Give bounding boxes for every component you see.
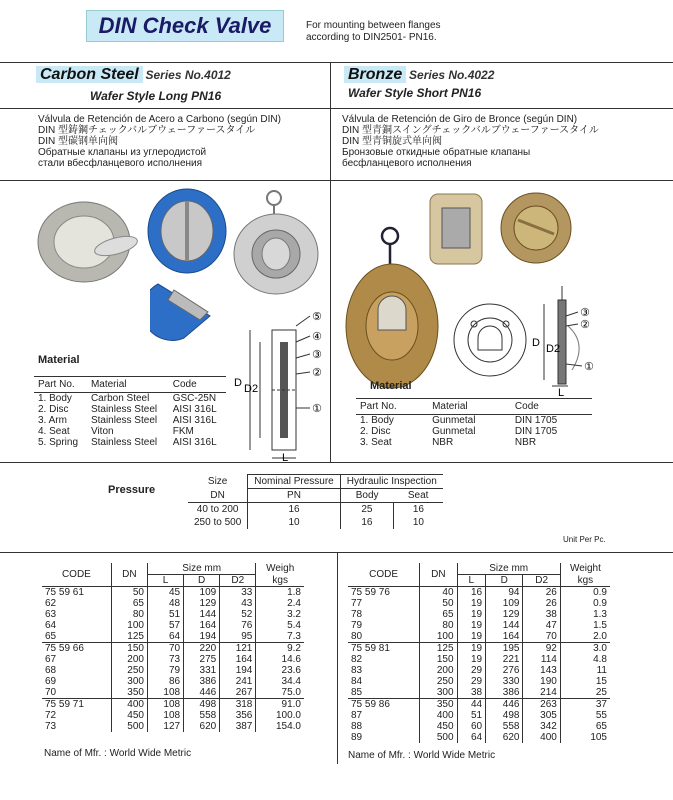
- svg-text:D: D: [532, 337, 540, 349]
- table-row: 75 59 61 50 45 109 33 1.8: [42, 587, 304, 599]
- left-material-label: Carbon Steel: [36, 66, 143, 83]
- valve-photo-steel: [232, 188, 322, 296]
- table-row: 89 500 64 620 400 105: [348, 732, 610, 743]
- divider: [0, 62, 673, 63]
- table-row: 75 59 66 150 70 220 121 9.2: [42, 643, 304, 655]
- table-row: 67 200 73 275 164 14.6: [42, 654, 304, 665]
- table-row: 70 350 108 446 267 75.0: [42, 687, 304, 699]
- left-material-table: Part No. Material Code 1. Body Carbon Steel GSC-25N 2. Disc Stainless Steel AISI 316L 3. Arm Stainless Steel AISI 316L 4. Seat Viton FKM 5. Spring Stainless Steel AISI 316L: [34, 376, 226, 448]
- mounting-note: For mounting between flanges according to DIN2501- PN16.: [306, 20, 441, 43]
- table-row: 73 500 127 620 387 154.0: [42, 721, 304, 732]
- valve-photo-open: [34, 190, 142, 290]
- pressure-label: Pressure: [108, 484, 156, 496]
- table-row: 75 59 71 400 108 498 318 91.0: [42, 699, 304, 711]
- valve-section-diagram: [230, 312, 326, 462]
- valve-photo-blue: [146, 187, 228, 275]
- material-row: 3. Seat NBR NBR: [360, 437, 537, 448]
- svg-text:③: ③: [580, 306, 590, 319]
- diagram-l-label: L: [282, 452, 289, 462]
- svg-text:①: ①: [312, 402, 322, 415]
- svg-text:④: ④: [312, 330, 322, 343]
- table-row: 75 59 86 350 44 446 263 37: [348, 699, 610, 711]
- size-table-left: CODE DN Size mm Weigh L D D2 kgs 75 59 61 50 45 109 33 1.8 62 65 48 129 43 2.4 63 80 51 144 52 3.2 64 100 57 164 76 5.4 65 125 64 194 95 7.3 75 59 66 150 70 220 121 9.2 67 200 73 275 164 14.6 68 250 79 331 194 23.6 69 300 86 386 241 34.4 70 350 108 446 267 75.0 75 59 71 400 108 498 318 91.0 72 450 108 558 356 100.0 73 500 127 620 387 154.0: [42, 563, 304, 732]
- page-title: DIN Check Valve: [86, 10, 284, 42]
- table-row: 72 450 108 558 356 100.0: [42, 710, 304, 721]
- table-row: 77 50 19 109 26 0.9: [348, 598, 610, 609]
- table-row: 82 150 19 221 114 4.8: [348, 654, 610, 665]
- table-row: 75 59 76 40 16 94 26 0.9: [348, 587, 610, 599]
- pressure-row: 40 to 200 16 25 16: [188, 503, 443, 517]
- material-row: 5. Spring Stainless Steel AISI 316L: [38, 437, 217, 448]
- right-style: Wafer Style Short PN16: [348, 86, 482, 100]
- left-style: Wafer Style Long PN16: [90, 89, 222, 103]
- svg-text:L: L: [558, 387, 565, 398]
- right-material-title: Material: [370, 380, 412, 392]
- table-row: 75 59 81 125 19 195 92 3.0: [348, 643, 610, 655]
- divider: [330, 62, 331, 462]
- table-row: 62 65 48 129 43 2.4: [42, 598, 304, 609]
- bronze-section-diagram: [448, 286, 602, 398]
- table-row: 78 65 19 129 38 1.3: [348, 609, 610, 620]
- pressure-row: 250 to 500 10 16 10: [188, 516, 443, 529]
- left-description: Válvula de Retención de Acero a Carbono (según DIN) DIN 型鋳鋼チェックバルブウェーファースタイル DIN 型碳钢单向阀 Обратные клапаны из углеродистой стали вбесфланцевого исполнения: [38, 114, 281, 169]
- bronze-valve-photo-side: [498, 190, 574, 266]
- table-row: 85 300 38 386 214 25: [348, 687, 610, 699]
- right-material-table: Part No. Material Code 1. Body Gunmetal DIN 1705 2. Disc Gunmetal DIN 1705 3. Seat NBR NBR: [356, 398, 592, 448]
- diagram-d2-label: D2: [244, 383, 259, 395]
- table-row: 80 100 19 164 70 2.0: [348, 631, 610, 643]
- right-header: [344, 66, 494, 84]
- svg-text:②: ②: [312, 366, 322, 379]
- svg-text:D2: D2: [546, 343, 561, 355]
- table-row: 69 300 86 386 241 34.4: [42, 676, 304, 687]
- table-row: 88 450 60 558 342 65: [348, 721, 610, 732]
- right-series: Series No.4022: [409, 68, 495, 82]
- bronze-valve-photo: [342, 222, 442, 394]
- svg-text:①: ①: [584, 360, 594, 373]
- table-row: 68 250 79 331 194 23.6: [42, 665, 304, 676]
- svg-text:⑤: ⑤: [312, 312, 322, 323]
- bronze-valve-photo-small: [428, 192, 484, 266]
- right-material-label: Bronze: [344, 66, 406, 83]
- manufacturer-left: Name of Mfr. : World Wide Metric: [44, 748, 192, 759]
- material-row: 1. Body Carbon Steel GSC-25N: [38, 393, 217, 404]
- svg-text:②: ②: [580, 318, 590, 331]
- table-row: 87 400 51 498 305 55: [348, 710, 610, 721]
- valve-photo-cutaway: [150, 276, 218, 342]
- table-row: 63 80 51 144 52 3.2: [42, 609, 304, 620]
- unit-note: Unit Per Pc.: [563, 535, 606, 544]
- size-table-right: CODE DN Size mm Weight L D D2 kgs 75 59 76 40 16 94 26 0.9 77 50 19 109 26 0.9 78 65 19 129 38 1.3 79 80 19 144 47 1.5 80 100 19 164 70 2.0 75 59 81 125 19 195 92 3.0 82 150 19 221 114 4.8 83 200 29 276 143 11 84 250 29 330 190 15 85 300 38 386 214 25 75 59 86 350 44 446 263 37 87 400 51 498 305 55 88 450 60 558 342 65 89 500 64 620 400 105: [348, 563, 610, 743]
- material-row: 3. Arm Stainless Steel AISI 316L: [38, 415, 217, 426]
- left-header: [36, 66, 231, 84]
- right-description: Válvula de Retención de Giro de Bronce (según DIN) DIN 型青銅スイングチェックバルブウェーファースタイル DIN 型青铜旋式单向阀 Бронзовые откидные обратные клапаны бесфланцевого исполнения: [342, 114, 599, 169]
- material-row: 1. Body Gunmetal DIN 1705: [360, 415, 558, 426]
- table-row: 64 100 57 164 76 5.4: [42, 620, 304, 631]
- diagram-d-label: D: [234, 377, 242, 389]
- manufacturer-right: Name of Mfr. : World Wide Metric: [348, 750, 496, 761]
- table-row: 65 125 64 194 95 7.3: [42, 631, 304, 643]
- table-row: 83 200 29 276 143 11: [348, 665, 610, 676]
- material-row: 2. Disc Gunmetal DIN 1705: [360, 426, 558, 437]
- table-row: 84 250 29 330 190 15: [348, 676, 610, 687]
- material-row: 4. Seat Viton FKM: [38, 426, 194, 437]
- pressure-table: Size Nominal Pressure Hydraulic Inspection DN PN Body Seat 40 to 200 16 25 16 250 to 500 10 16 10: [188, 474, 443, 529]
- material-row: 2. Disc Stainless Steel AISI 316L: [38, 404, 217, 415]
- left-series: Series No.4012: [145, 68, 231, 82]
- svg-text:③: ③: [312, 348, 322, 361]
- left-material-title: Material: [38, 354, 80, 366]
- table-row: 79 80 19 144 47 1.5: [348, 620, 610, 631]
